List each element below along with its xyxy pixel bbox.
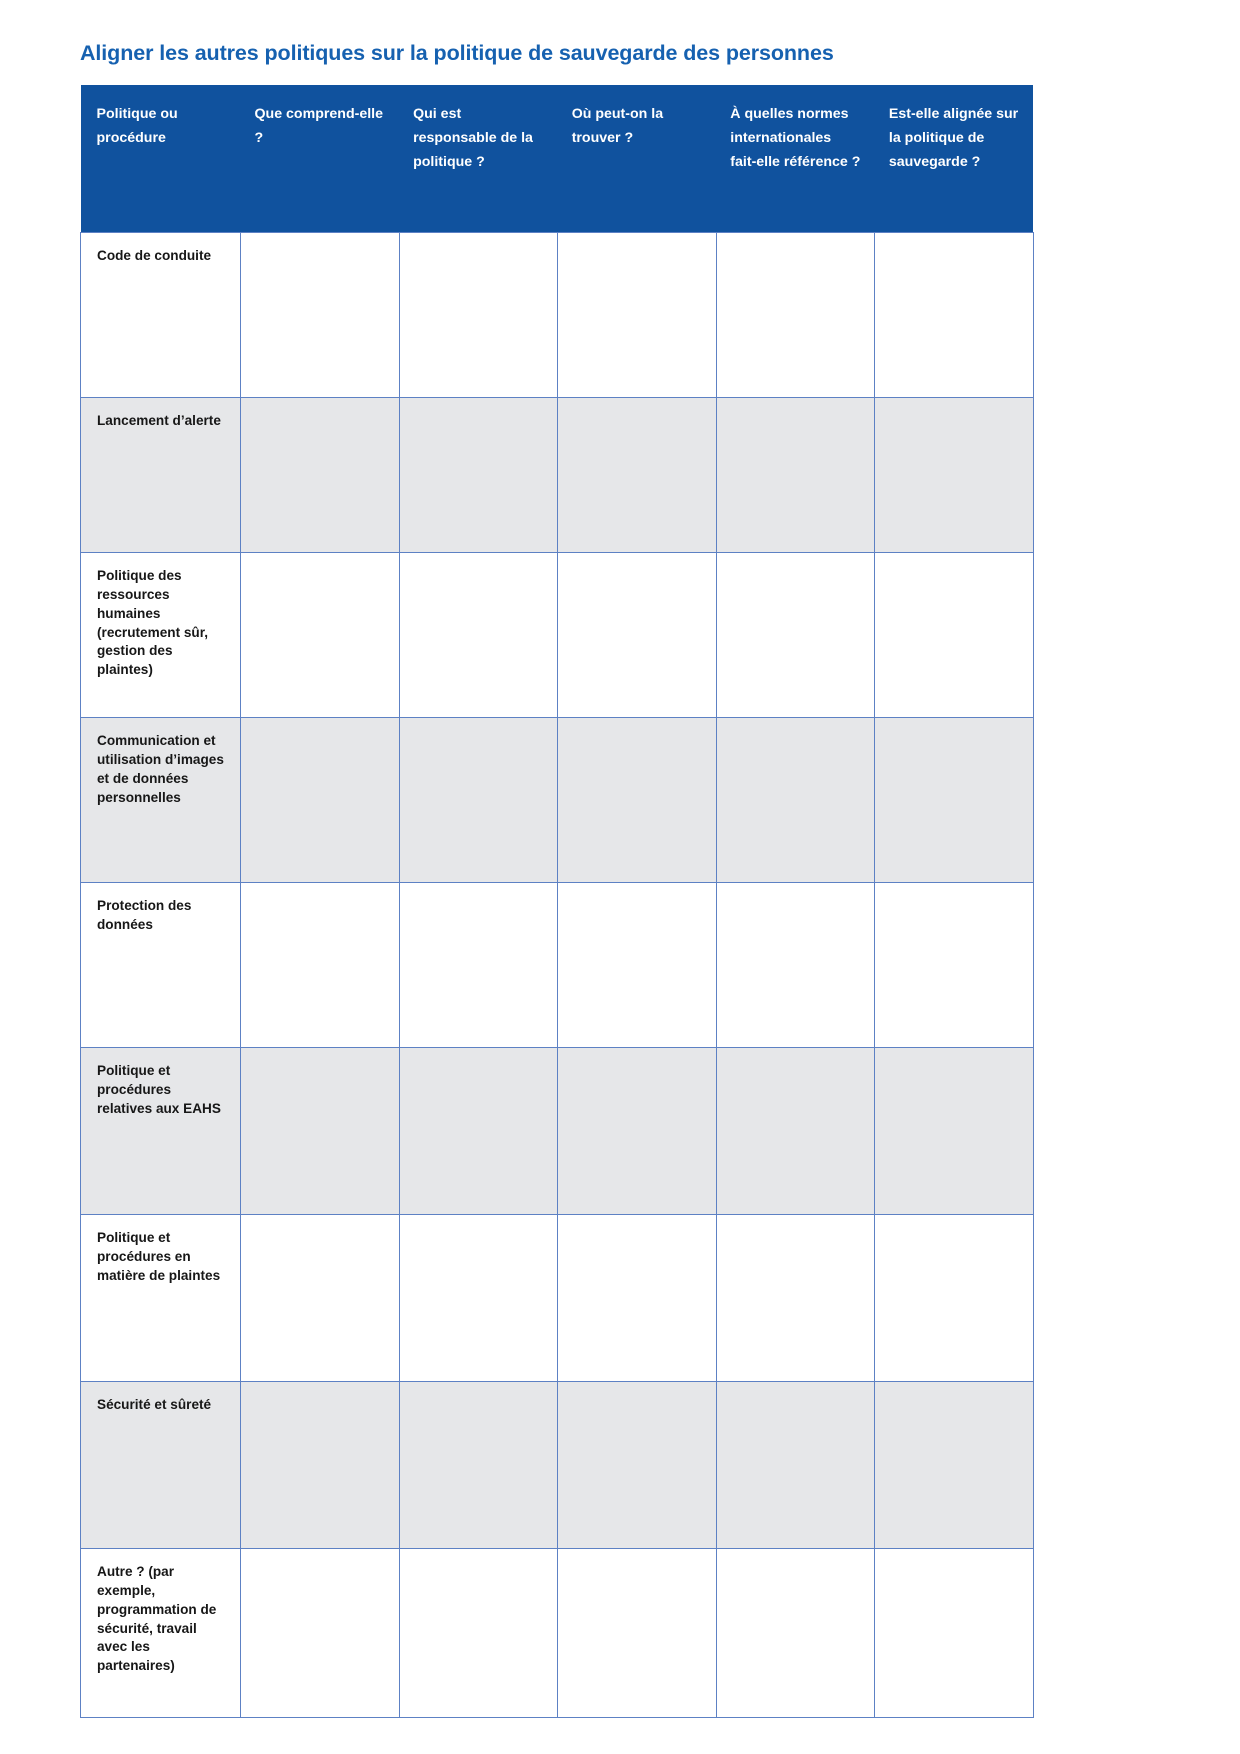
answer-cell-where[interactable]	[558, 398, 717, 553]
answer-cell-standards[interactable]	[716, 1215, 875, 1382]
answer-cell-where[interactable]	[558, 553, 717, 718]
policy-label-cell: Autre ? (par exemple, programmation de sécurité, travail avec les partenaires)	[81, 1549, 241, 1718]
policy-label-cell: Politique et procédures relatives aux EAHS	[81, 1048, 241, 1215]
answer-cell-aligned[interactable]	[875, 398, 1034, 553]
table-body	[81, 233, 1034, 1718]
answer-cell-responsible[interactable]	[399, 233, 558, 398]
answer-cell-standards[interactable]	[716, 1549, 875, 1718]
answer-cell-standards[interactable]	[716, 553, 875, 718]
column-header-policy: Politique ou procédure	[81, 85, 241, 233]
policy-label-cell: Communication et utilisation d’images et de données personnelles	[81, 718, 241, 883]
table-row	[81, 1048, 1034, 1215]
answer-cell-what[interactable]	[241, 1215, 400, 1382]
answer-cell-where[interactable]	[558, 1048, 717, 1215]
table-row	[81, 233, 1034, 398]
answer-cell-responsible[interactable]	[399, 883, 558, 1048]
answer-cell-responsible[interactable]	[399, 718, 558, 883]
column-header-responsible: Qui est responsable de la politique ?	[399, 85, 558, 233]
answer-cell-where[interactable]	[558, 1549, 717, 1718]
answer-cell-aligned[interactable]	[875, 1048, 1034, 1215]
column-header-where: Où peut-on la trouver ?	[558, 85, 717, 233]
answer-cell-responsible[interactable]	[399, 553, 558, 718]
answer-cell-standards[interactable]	[716, 883, 875, 1048]
answer-cell-what[interactable]	[241, 1549, 400, 1718]
policy-alignment-table	[80, 85, 1034, 1719]
answer-cell-standards[interactable]	[716, 718, 875, 883]
policy-label-cell: Politique des ressources humaines (recrutement sûr, gestion des plaintes)	[81, 553, 241, 718]
answer-cell-standards[interactable]	[716, 233, 875, 398]
answer-cell-what[interactable]	[241, 1048, 400, 1215]
answer-cell-aligned[interactable]	[875, 883, 1034, 1048]
table-row	[81, 553, 1034, 718]
answer-cell-what[interactable]	[241, 1382, 400, 1549]
answer-cell-aligned[interactable]	[875, 1549, 1034, 1718]
answer-cell-standards[interactable]	[716, 1382, 875, 1549]
answer-cell-where[interactable]	[558, 1215, 717, 1382]
policy-label-cell: Code de conduite	[81, 233, 241, 398]
policy-label-cell: Politique et procédures en matière de plaintes	[81, 1215, 241, 1382]
answer-cell-standards[interactable]	[716, 1048, 875, 1215]
answer-cell-responsible[interactable]	[399, 1382, 558, 1549]
column-header-what: Que comprend-elle ?	[241, 85, 400, 233]
answer-cell-what[interactable]	[241, 718, 400, 883]
policy-label-cell: Sécurité et sûreté	[81, 1382, 241, 1549]
answer-cell-aligned[interactable]	[875, 718, 1034, 883]
table-row	[81, 1215, 1034, 1382]
answer-cell-aligned[interactable]	[875, 553, 1034, 718]
page-title: Aligner les autres politiques sur la politique de sauvegarde des personnes	[80, 41, 834, 65]
answer-cell-what[interactable]	[241, 553, 400, 718]
answer-cell-responsible[interactable]	[399, 1048, 558, 1215]
table-row	[81, 398, 1034, 553]
answer-cell-where[interactable]	[558, 718, 717, 883]
answer-cell-responsible[interactable]	[399, 1215, 558, 1382]
answer-cell-what[interactable]	[241, 883, 400, 1048]
answer-cell-standards[interactable]	[716, 398, 875, 553]
answer-cell-where[interactable]	[558, 1382, 717, 1549]
answer-cell-responsible[interactable]	[399, 1549, 558, 1718]
answer-cell-where[interactable]	[558, 233, 717, 398]
column-header-aligned: Est-elle alignée sur la politique de sauvegarde ?	[875, 85, 1034, 233]
answer-cell-aligned[interactable]	[875, 1215, 1034, 1382]
answer-cell-aligned[interactable]	[875, 233, 1034, 398]
answer-cell-aligned[interactable]	[875, 1382, 1034, 1549]
answer-cell-where[interactable]	[558, 883, 717, 1048]
policy-label-cell: Protection des données	[81, 883, 241, 1048]
answer-cell-what[interactable]	[241, 233, 400, 398]
answer-cell-what[interactable]	[241, 398, 400, 553]
answer-cell-responsible[interactable]	[399, 398, 558, 553]
table-row	[81, 883, 1034, 1048]
table-row	[81, 1549, 1034, 1718]
table-row	[81, 718, 1034, 883]
table-header	[81, 85, 1034, 233]
table-header-row	[81, 85, 1034, 233]
table-row	[81, 1382, 1034, 1549]
column-header-standards: À quelles normes internationales fait-elle référence ?	[716, 85, 875, 233]
policy-label-cell: Lancement d’alerte	[81, 398, 241, 553]
